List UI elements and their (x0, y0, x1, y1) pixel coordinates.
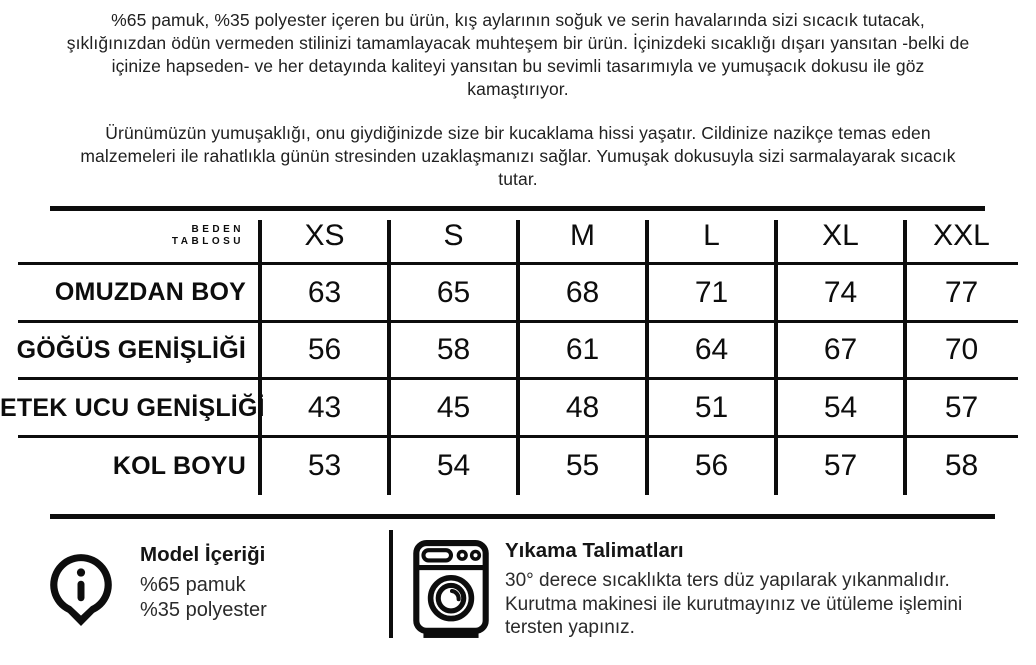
cell-value: 77 (944, 275, 979, 309)
model-info-block (140, 543, 267, 623)
cell-value: 70 (944, 333, 979, 366)
cell-value: 57 (823, 449, 858, 482)
wash-instructions-title: Yıkama Talimatları (505, 539, 684, 562)
cell-value: 65 (436, 275, 471, 309)
row-label: ETEK UCU GENİŞLİĞİ (0, 393, 265, 422)
wash-instructions-text: 30° derece sıcaklıkta ters düz yapılarak yıkanmalıdır. Kurutma makinesi ile kurutmayınız ve ütüleme işlemini tersten yapınız. (505, 570, 963, 638)
washing-machine-icon (413, 540, 489, 645)
cell-value: 56 (694, 449, 729, 482)
table-bottom-rule (50, 514, 995, 519)
corner-label-line-2: TABLOSU (171, 236, 244, 247)
table-row-omuzdan-boy (0, 265, 1018, 320)
size-column-xxl: XXL (933, 219, 990, 252)
product-description-paragraph-1: %65 pamuk, %35 polyester içeren bu ürün, kış aylarının soğuk ve serin havalarında sizi sıcacık tutacak, şıklığınızdan ödün vermeden stilinizi tamamlayacak muhteşem bir ürün. İçinizdeki sıcaklığı dışarı yansıtan -belki de içinize hapseden- ve her detayında kaliteyi yansıtan bu sevimli tasarımıyla ve yumuşacık dokusu ile göz kamaştırıyor. (66, 10, 970, 99)
cell-value: 71 (694, 275, 729, 309)
size-column-xl: XL (822, 219, 859, 252)
cell-value: 55 (565, 449, 600, 482)
table-row-etek-ucu-genisligi (0, 381, 1018, 435)
cell-value: 68 (565, 275, 600, 309)
cell-value: 54 (823, 391, 858, 424)
cell-value: 74 (823, 275, 858, 309)
cell-value: 48 (565, 391, 600, 424)
model-info-line-2: %35 polyester (140, 599, 267, 621)
footer-divider (389, 530, 393, 638)
model-info-line-1: %65 pamuk (140, 574, 246, 596)
product-description-paragraph-2: Ürünümüzün yumuşaklığı, onu giydiğinizde size bir kucaklama hissi yaşatır. Cildinize nazikçe temas eden malzemeleri ile rahatlıkla günün stresinden uzaklaşmanızı sağlar. Yumuşak dokusuyla sizi sarmalayarak sıcacık tutar. (80, 123, 956, 189)
row-label: KOL BOYU (112, 451, 246, 480)
size-table-corner-label (0, 224, 260, 248)
cell-value: 54 (436, 449, 471, 482)
cell-value: 61 (565, 333, 600, 366)
cell-value: 63 (307, 275, 342, 309)
info-bubble-icon (48, 552, 114, 633)
cell-value: 58 (436, 333, 471, 366)
size-column-l: L (703, 219, 720, 252)
cell-value: 56 (307, 333, 342, 366)
table-top-rule (50, 206, 985, 211)
size-table-header-row (0, 212, 1018, 260)
table-row-gogus-genisligi (0, 323, 1018, 377)
wash-instructions-block (505, 539, 965, 640)
row-label: GÖĞÜS GENİŞLİĞİ (16, 335, 246, 364)
size-column-m: M (570, 219, 595, 252)
size-column-s: S (443, 219, 464, 252)
cell-value: 43 (307, 391, 342, 424)
cell-value: 57 (944, 391, 979, 424)
table-row-kol-boyu (0, 438, 1018, 494)
cell-value: 67 (823, 333, 858, 366)
corner-label-line-1: BEDEN (191, 224, 244, 235)
cell-value: 53 (307, 449, 342, 482)
cell-value: 51 (694, 391, 729, 424)
cell-value: 45 (436, 391, 471, 424)
model-info-title: Model İçeriği (140, 543, 266, 566)
cell-value: 64 (694, 333, 729, 366)
size-column-xs: XS (304, 219, 345, 252)
row-label: OMUZDAN BOY (54, 278, 246, 306)
cell-value: 58 (944, 449, 979, 482)
